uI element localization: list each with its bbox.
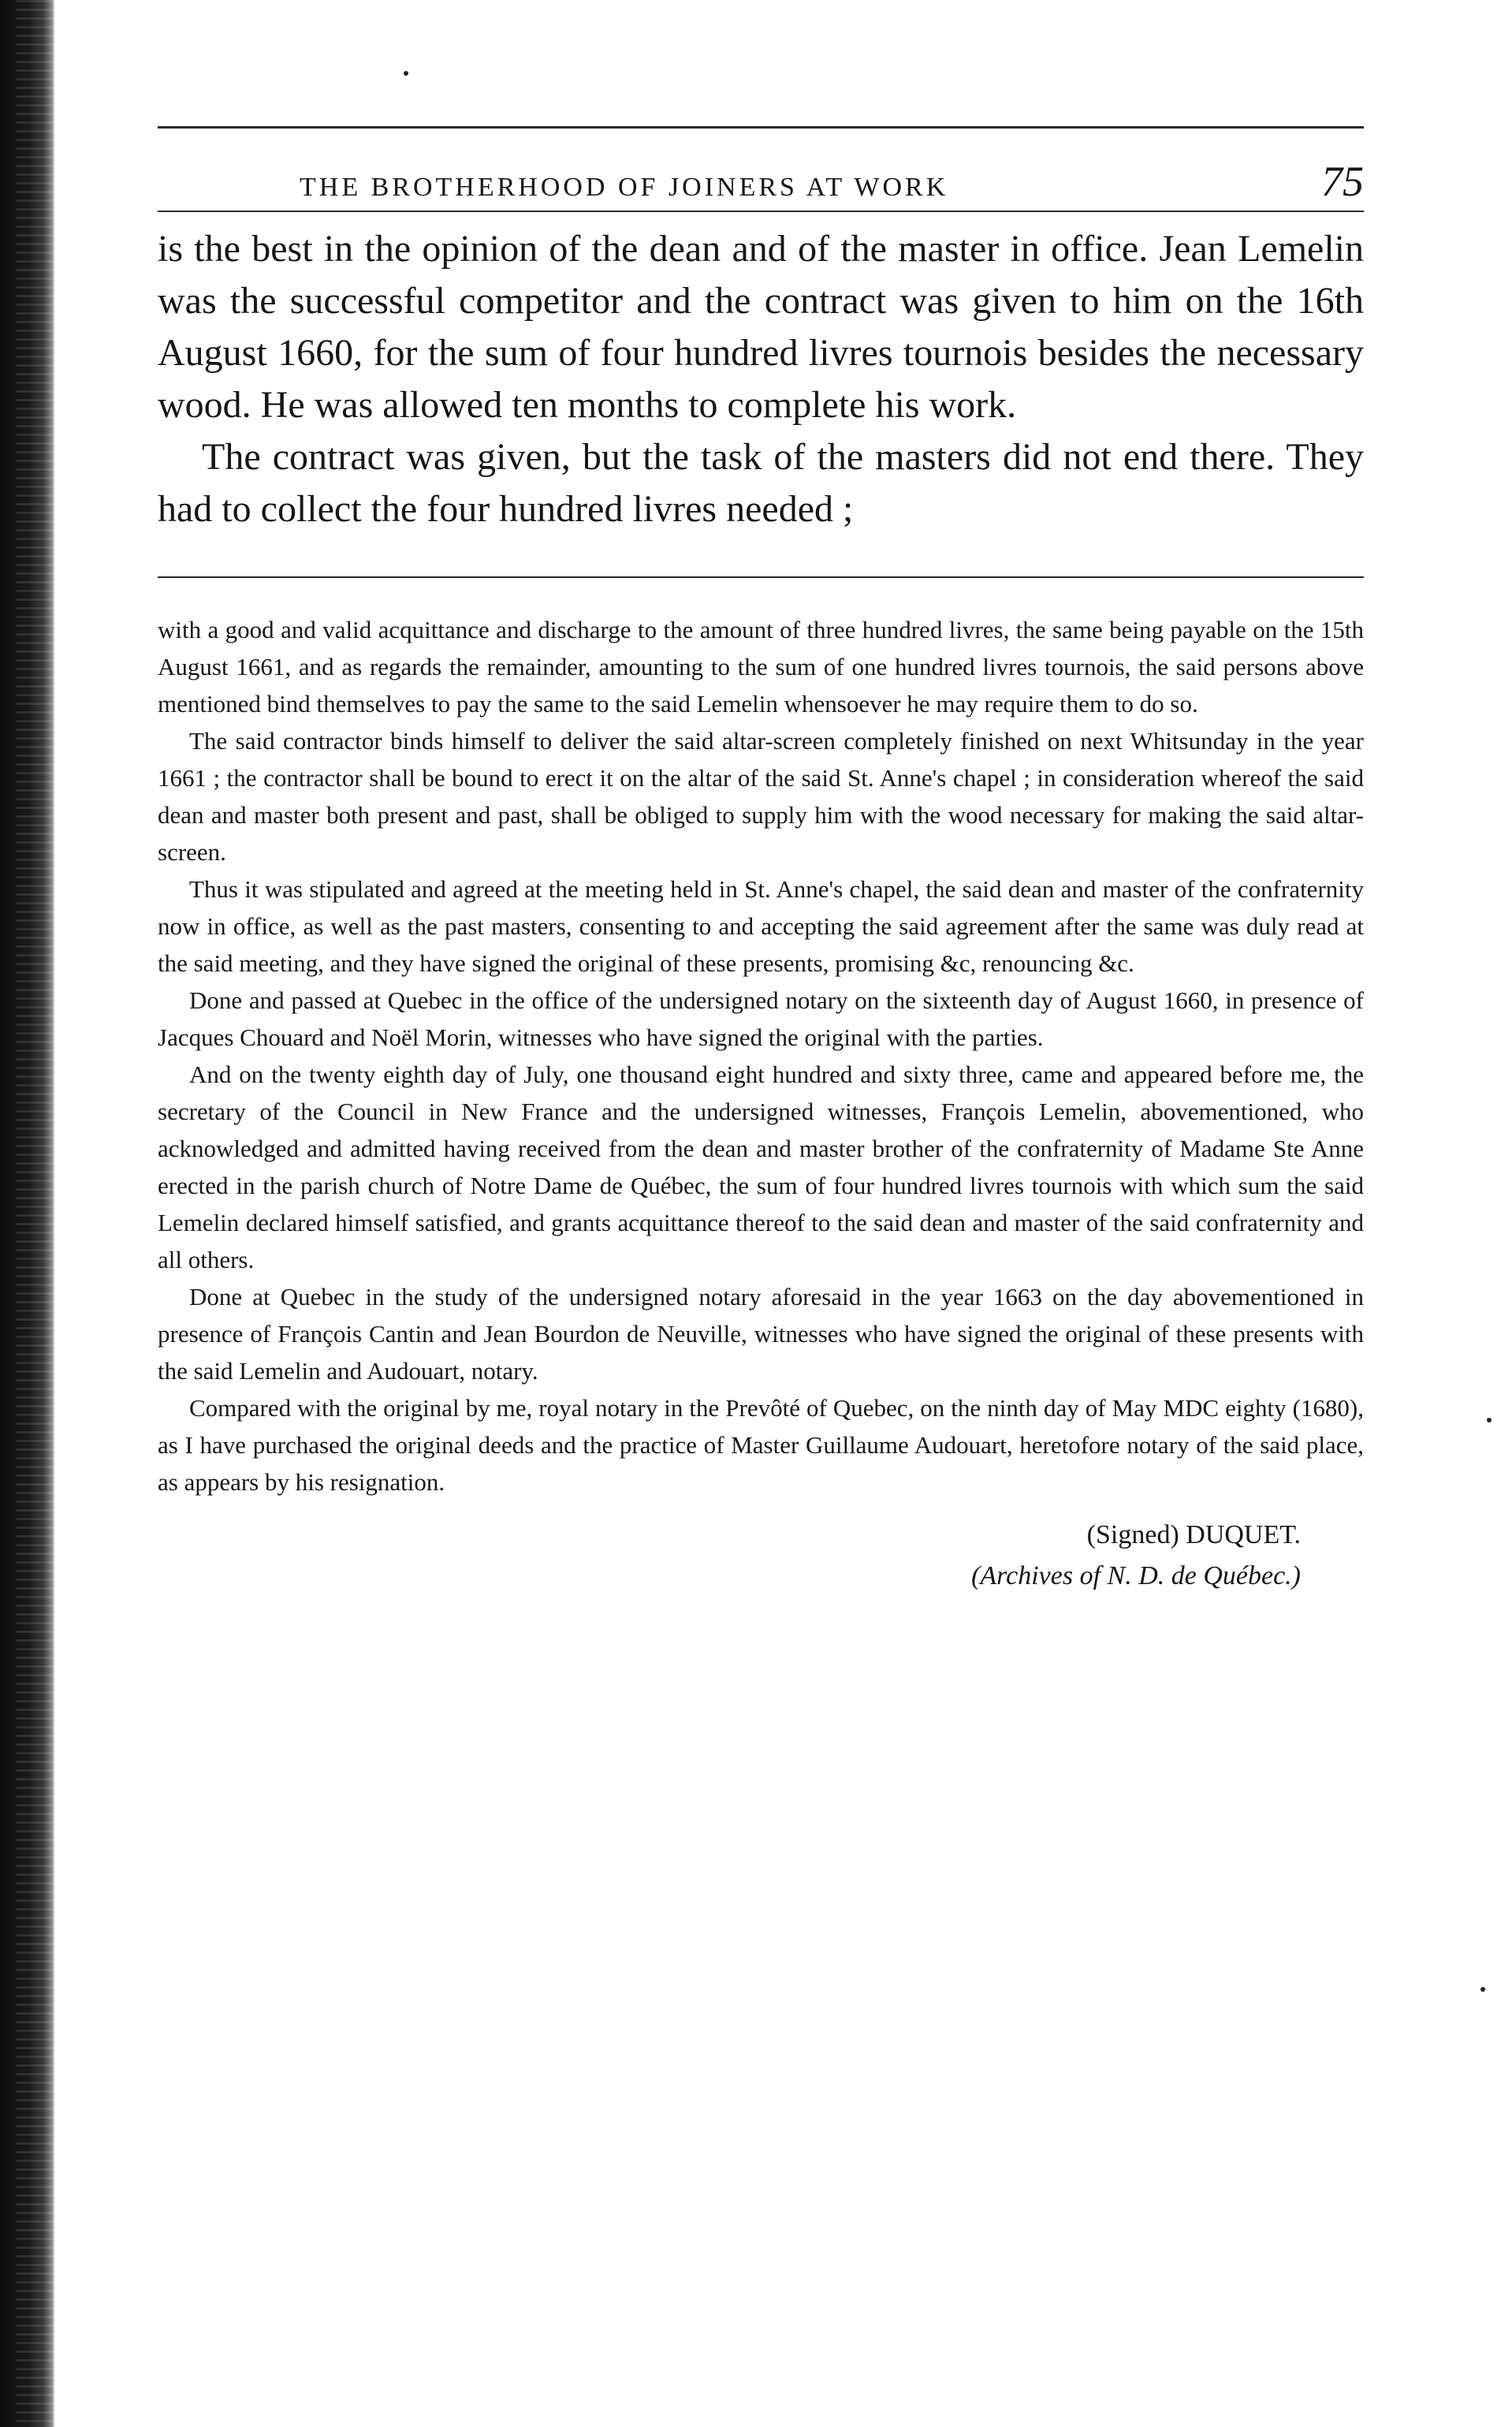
archive-citation: (Archives of N. D. de Québec.) (971, 1561, 1301, 1590)
main-paragraph: The contract was given, but the task of the masters did not end there. They had to collect the four hundred livres needed ; (158, 436, 1364, 530)
deed-paragraph: Done at Quebec in the study of the undersigned notary aforesaid in the year 1663 on the day abovementioned in presence of François Cantin and Jean Bourdon de Neuville, witnesses who have signed the original of these presents with the said Lemelin and Audouart, notary. (158, 1283, 1364, 1385)
scanned-binding-edge (0, 0, 55, 2427)
running-head: THE BROTHERHOOD OF JOINERS AT WORK (300, 173, 949, 202)
main-paragraph: is the best in the opinion of the dean and of the master in office. Jean Lemelin was the successful competitor and the contract was given to him on the 16th August 1660, for the sum of four hundred livres tournois besides the necessary wood. He was allowed ten months to complete his work. (158, 228, 1364, 426)
stray-ink-dot (404, 71, 408, 76)
deed-paragraph: The said contractor binds himself to deliver the said altar-screen completely finished on next Whitsunday in the year 1661 ; the contractor shall be bound to erect it on the altar of the said St. Anne's chapel ; in consideration whereof the said dean and master both present and past, shall be obliged to supply him with the wood necessary for making the said altar-screen. (158, 727, 1364, 866)
footnote-divider (158, 576, 1364, 578)
deed-paragraph: Thus it was stipulated and agreed at the meeting held in St. Anne's chapel, the said dean and master of the confraternity now in office, as well as the past masters, consenting to and accepting the said agreement after the same was duly read at the said meeting, and they have signed the original of these presents, promising &c, renouncing &c. (158, 875, 1364, 977)
page-header (158, 126, 1364, 212)
notary-signature: (Signed) DUQUET. (1086, 1520, 1301, 1549)
deed-paragraph: Compared with the original by me, royal notary in the Prevôté of Quebec, on the ninth day of May MDC eighty (1680), as I have purchased the original deeds and the practice of Master Guillaume Audouart, heretofore notary of the said place, as appears by his resignation. (158, 1394, 1364, 1496)
deed-paragraph: And on the twenty eighth day of July, one thousand eight hundred and sixty three, came and appeared before me, the secretary of the Council in New France and the undersigned witnesses, François Lemelin, abovementioned, who acknowledged and admitted having received from the dean and master brother of the confraternity of Madame Ste Anne erected in the parish church of Notre Dame de Québec, the sum of four hundred livres tournois with which sum the said Lemelin declared himself satisfied, and grants acquittance thereof to the said dean and master of the said confraternity and all others. (158, 1061, 1364, 1273)
page-number: 75 (1321, 158, 1364, 205)
stray-ink-dot (1487, 1418, 1492, 1422)
deed-paragraph: Done and passed at Quebec in the office of the undersigned notary on the sixteenth day of August 1660, in presence of Jacques Chouard and Noël Morin, witnesses who have signed the original with the parties. (158, 986, 1364, 1051)
book-page (158, 126, 1364, 1597)
deed-paragraph: with a good and valid acquittance and discharge to the amount of three hundred livres, the same being payable on the 15th August 1661, and as regards the remainder, amounting to the sum of one hundred livres tournois, the said persons above mentioned bind themselves to pay the same to the said Lemelin whensoever he may require them to do so. (158, 616, 1364, 718)
quoted-deed-text (158, 611, 1364, 1597)
stray-ink-dot (1480, 1987, 1485, 1992)
main-text (158, 223, 1364, 535)
